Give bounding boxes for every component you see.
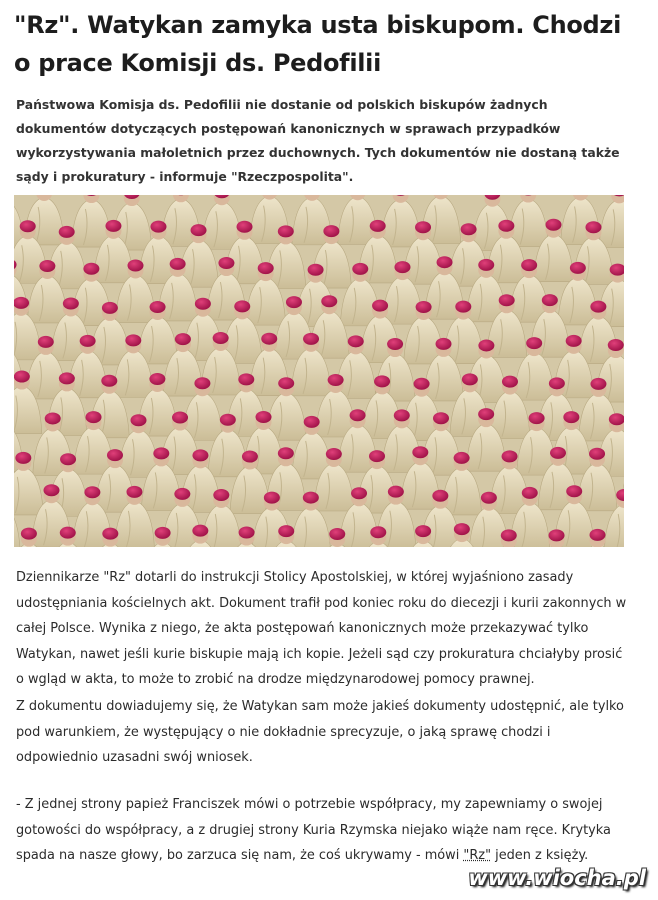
article-title: "Rz". Watykan zamyka usta biskupom. Chodzi o prace Komisji ds. Pedofilii xyxy=(14,11,622,77)
paragraph-quote xyxy=(16,792,628,869)
quote-suffix: jeden z księży. xyxy=(491,848,589,863)
article-photo xyxy=(14,195,624,547)
site-watermark: www.wiocha.pl xyxy=(468,866,646,890)
bishops-crowd-image xyxy=(14,195,624,547)
quote-source-link[interactable]: "Rz" xyxy=(463,848,492,863)
article-lead: Państwowa Komisja ds. Pedofilii nie dostanie od polskich biskupów żadnych dokumentów dotyczących postępowań kanonicznych w sprawach przypadków wykorzystywania małoletnich przez duchownych. Tych dokumentów nie dostaną także sądy i prokuratury - informuje "Rzeczpospolita". xyxy=(16,97,620,184)
quote-text: - Z jednej strony papież Franciszek mówi o potrzebie współpracy, my zapewniamy o swojej gotowości do współpracy, a z drugiej strony Kuria Rzymska niejako wiąże nam ręce. Krytyka spada na nasze głowy, bo zarzuca się nam, że coś ukrywamy - mówi xyxy=(16,797,611,863)
paragraph-1: Dziennikarze "Rz" dotarli do instrukcji Stolicy Apostolskiej, w której wyjaśniono zasady udostępniania kościelnych akt. Dokument trafił pod koniec roku do diecezji i kurii zakonnych w całej Polsce. Wynika z niego, że akta postępowań kanonicznych może przekazywać tylko Watykan, nawet jeśli kurie biskupie mają ich kopie. Jeżeli sąd czy prokuratura chciałyby prosić o wgląd w akta, to może to zrobić na drodze międzynarodowej pomocy prawnej. xyxy=(16,570,627,687)
paragraph-2: Z dokumentu dowiadujemy się, że Watykan sam może jakieś dokumenty udostępnić, ale tylko pod warunkiem, że występujący o nie dokładnie sprecyzuje, o jaką sprawę chodzi i odpowiednio uzasadni swój wniosek. xyxy=(16,699,624,765)
